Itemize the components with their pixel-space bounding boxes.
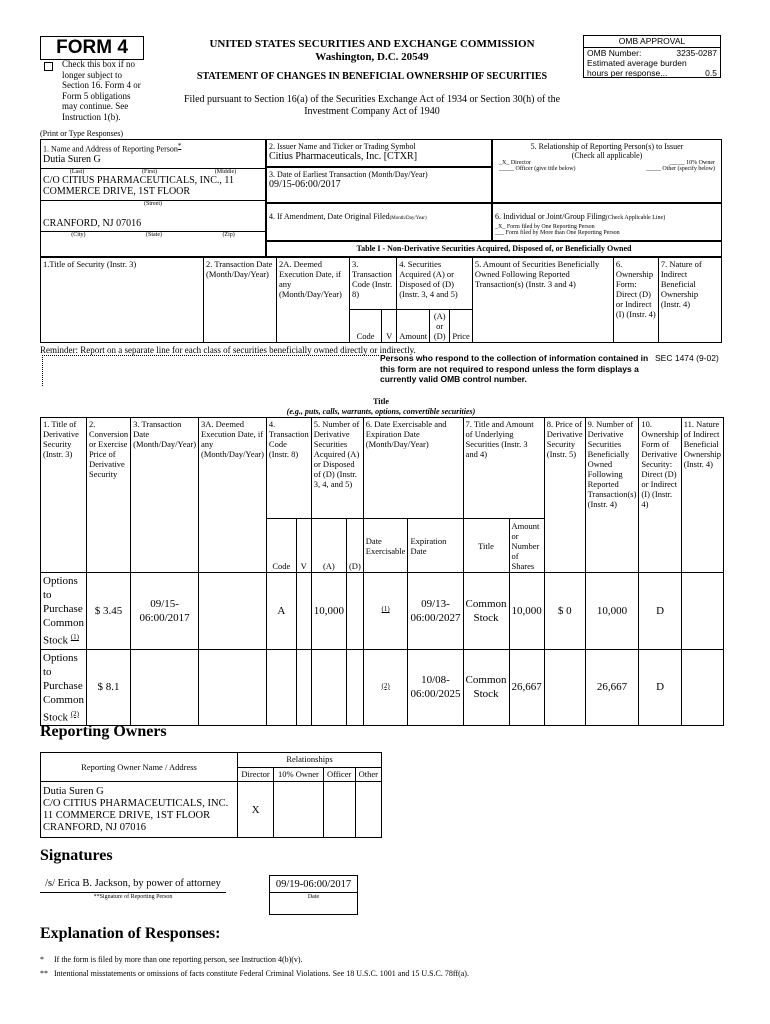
t2-d: (D): [346, 519, 363, 573]
t2-exp: Expiration Date: [408, 519, 463, 573]
box-relationship: [492, 139, 722, 203]
t2-title: Title: [463, 519, 509, 573]
omb-number: 3235-0287: [676, 48, 717, 58]
omb-approval-box: [583, 35, 721, 78]
reminder: Reminder: Report on a separate line for each class of securities beneficially owned directly or indirectly.: [40, 345, 416, 355]
row1-form: D: [639, 573, 681, 650]
issuer-name: Citius Pharmaceuticals, Inc. [CTXR]: [269, 151, 418, 162]
box3-label: 3. Date of Earliest Transaction (Month/Day/Year): [269, 170, 428, 179]
relationships-header: Relationships: [238, 753, 382, 768]
row2-security-fn[interactable]: (2): [70, 709, 79, 718]
ten-pct-option: _____ 10% Owner: [669, 160, 715, 166]
address-line1: C/O CITIUS PHARMACEUTICALS, INC., 11: [43, 174, 235, 186]
row2-security: Options to Purchase Common Stock: [43, 651, 84, 724]
t2-amount: Amount or Number of Shares: [509, 519, 544, 573]
t1-col2: 2. Transaction Date (Month/Day/Year): [204, 258, 277, 343]
reporting-owners-heading: Reporting Owners: [40, 723, 167, 740]
row1-shares: 10,000: [509, 573, 544, 650]
row1-expiration: 09/13-06:00/2027: [408, 573, 463, 650]
row1-exercisable-fn[interactable]: (1): [381, 605, 390, 613]
t2-h4: 4. Transaction Code (Instr. 8): [266, 418, 311, 519]
box1-label: 1. Name and Address of Reporting Person: [43, 144, 178, 154]
table2-subtitle: (e.g., puts, calls, warrants, options, convertible securities): [286, 407, 476, 416]
box6-sub: (Check Applicable Line): [605, 215, 666, 221]
city-line: CRANFORD, NJ 07016: [43, 217, 142, 229]
t2-h6: 6. Date Exercisable and Expiration Date (Month/Day/Year): [363, 418, 463, 519]
signatures-heading: Signatures: [40, 847, 113, 864]
officer-header: Officer: [323, 768, 355, 782]
filing-option-1: _X_ Form filed by One Reporting Person: [495, 224, 595, 230]
row1-deriv-price: $ 0: [544, 573, 585, 650]
row1-title: Common Stock: [463, 573, 509, 650]
t1-col5: 5. Amount of Securities Beneficially Owned Following Reported Transaction(s) (Instr. 3 and 4): [472, 258, 613, 343]
table-non-derivative: [40, 257, 722, 343]
t1-code: Code: [350, 310, 382, 343]
box5-sub: (Check all applicable): [571, 151, 643, 160]
signature-date: 09/19-06:00/2017: [270, 876, 358, 893]
row1-code: A: [266, 573, 296, 650]
box2-label: 2. Issuer Name and Ticker or Trading Symbol: [269, 142, 416, 151]
signature-label: **Signature of Reporting Person: [93, 894, 173, 900]
form-title: FORM 4: [56, 37, 128, 58]
box-earliest-date: [266, 167, 492, 203]
owner-name-header: Reporting Owner Name / Address: [41, 753, 238, 782]
table-row: [41, 782, 382, 838]
t1-v: V: [382, 310, 397, 343]
t1-aord: (A) or (D): [430, 310, 450, 343]
table-row: [41, 649, 724, 726]
t2-h7: 7. Title and Amount of Underlying Securities (Instr. 3 and 4): [463, 418, 544, 519]
t2-h10: 10. Ownership Form of Derivative Security: Direct (D) or Indirect (I) (Instr. 4): [639, 418, 681, 573]
row2-price: $ 8.1: [86, 649, 130, 726]
owner-line4: CRANFORD, NJ 07016: [43, 821, 146, 833]
note-1-text: If the form is filed by more than one reporting person, see Instruction 4(b)(v).: [54, 955, 303, 964]
reporting-person-name: Dutia Suren G: [43, 153, 101, 165]
t2-h11: 11. Nature of Indirect Beneficial Ownership (Instr. 4): [681, 418, 723, 573]
box-amendment: [266, 203, 492, 241]
note-2: [40, 969, 722, 978]
t1-amount: Amount: [397, 310, 430, 343]
filed-pursuant-1: Filed pursuant to Section 16(a) of the Securities Exchange Act of 1934 or Section 30(h) of the: [183, 94, 561, 105]
sec-number: SEC 1474 (9-02): [655, 353, 719, 363]
owner-line2: C/O CITIUS PHARMACEUTICALS, INC.: [43, 797, 229, 809]
row2-d: [346, 649, 363, 726]
table1-title: Table I - Non-Derivative Securities Acquired, Disposed of, or Beneficially Owned: [266, 241, 722, 257]
date-label: Date: [270, 893, 358, 915]
city-caption: (City): [71, 231, 86, 238]
state-caption: (State): [146, 231, 162, 238]
t1-col6: 6. Ownership Form: Direct (D) or Indirect (I) (Instr. 4): [613, 258, 658, 343]
row1-security-fn[interactable]: (1): [70, 633, 79, 641]
row2-form: D: [639, 649, 681, 726]
box4-label: 4. If Amendment, Date Original Filed: [269, 212, 390, 221]
box-filing: [492, 203, 722, 241]
director-option: _X_ Director: [499, 160, 531, 166]
t1-col2a: 2A. Deemed Execution Date, if any (Month/Day/Year): [277, 258, 350, 343]
no-longer-subject-checkbox[interactable]: [44, 62, 53, 71]
box-issuer: [266, 139, 492, 167]
other-header: Other: [355, 768, 381, 782]
row1-nature: [681, 573, 723, 650]
omb-title: OMB APPROVAL: [584, 36, 720, 48]
t2-h3a: 3A. Deemed Execution Date, if any (Month/Day/Year): [199, 418, 267, 573]
row2-a: [311, 649, 346, 726]
earliest-date: 09/15-06:00/2017: [269, 179, 341, 190]
row2-code: [266, 649, 296, 726]
row2-exercisable-fn[interactable]: (2): [381, 681, 390, 690]
signature-table: [40, 875, 358, 915]
omb-number-label: OMB Number:: [587, 48, 642, 58]
t2-v: V: [296, 519, 311, 573]
notice-bracket: [42, 355, 379, 386]
omb-notice: Persons who respond to the collection of information contained in this form are not required to respond unless the form displays a currently valid OMB control number.: [380, 353, 649, 384]
officer-option: _____ Officer (give title below): [499, 166, 576, 172]
box1-asterisk: *: [177, 142, 182, 150]
t2-h1: 1. Title of Derivative Security (Instr. 3): [41, 418, 87, 573]
zip-caption: (Zip): [222, 231, 235, 238]
table-derivative: [40, 417, 724, 726]
box5-label: 5. Relationship of Reporting Person(s) to Issuer: [530, 142, 684, 151]
box-reporting-person: [40, 139, 266, 257]
row2-nature: [681, 649, 723, 726]
row1-v: [296, 573, 311, 650]
table-row: [41, 573, 724, 650]
filing-option-2: ___ Form filed by More than One Reporting Person: [495, 230, 620, 236]
t2-code: Code: [266, 519, 296, 573]
form-title-box: [40, 36, 144, 60]
row2-deemed: [199, 649, 267, 726]
director-header: Director: [238, 768, 274, 782]
t1-col7: 7. Nature of Indirect Beneficial Ownership (Instr. 4): [658, 258, 721, 343]
t2-h8: 8. Price of Derivative Security (Instr. 5): [544, 418, 585, 573]
middle-caption: (Middle): [214, 168, 237, 175]
row2-deriv-price: [544, 649, 585, 726]
omb-hours: 0.5: [705, 68, 717, 78]
omb-hours-label: hours per response...: [587, 68, 668, 78]
note-2-mark: **: [40, 969, 48, 978]
row2-date: [131, 649, 199, 726]
signature-value: /s/ Erica B. Jackson, by power of attorney: [40, 876, 226, 893]
street-caption: (Street): [41, 200, 265, 207]
row1-date: 09/15-06:00/2017: [131, 573, 199, 650]
t1-col3: 3. Transaction Code (Instr. 8): [350, 258, 397, 310]
note-1-mark: *: [40, 955, 44, 964]
check-box-text: Check this box if no longer subject to Section 16. Form 4 or Form 5 obligations may continue. See Instruction 1(b).: [62, 59, 141, 122]
t1-price: Price: [450, 310, 472, 343]
director-mark: X: [238, 782, 274, 838]
t2-h2: 2. Conversion or Exercise Price of Derivative Security: [86, 418, 130, 573]
statement-title: STATEMENT OF CHANGES IN BENEFICIAL OWNERSHIP OF SECURITIES: [196, 71, 548, 82]
row1-a: 10,000: [311, 573, 346, 650]
omb-burden: Estimated average burden: [587, 58, 687, 68]
t1-col1: 1.Title of Security (Instr. 3): [41, 258, 204, 343]
t2-a: (A): [311, 519, 346, 573]
first-caption: (First): [142, 168, 157, 175]
row2-title: Common Stock: [463, 649, 509, 726]
t2-h9: 9. Number of Derivative Securities Beneficially Owned Following Reported Transaction(s) (Instr. 4): [585, 418, 639, 573]
row2-owned: 26,667: [585, 649, 639, 726]
reporting-owners-table: [40, 752, 382, 838]
agency-name: UNITED STATES SECURITIES AND EXCHANGE COMMISSION: [209, 38, 535, 50]
row2-shares: 26,667: [509, 649, 544, 726]
filed-pursuant-2: Investment Company Act of 1940: [304, 106, 440, 117]
row2-expiration: 10/08-06:00/2025: [408, 649, 463, 726]
last-caption: (Last): [69, 168, 85, 175]
owner-line1: Dutia Suren G: [43, 785, 104, 797]
explanation-heading: Explanation of Responses:: [40, 925, 221, 942]
row1-d: [346, 573, 363, 650]
t1-col4: 4. Securities Acquired (A) or Disposed of (D) (Instr. 3, 4 and 5): [397, 258, 473, 310]
row1-owned: 10,000: [585, 573, 639, 650]
box4-sub: (Month/Day/Year): [389, 216, 427, 221]
t2-h3: 3. Transaction Date (Month/Day/Year): [131, 418, 199, 573]
note-1: [40, 955, 722, 964]
print-type: (Print or Type Responses): [40, 129, 124, 138]
t2-h5: 5. Number of Derivative Securities Acquired (A) or Disposed of (D) (Instr. 3, 4, and 5): [311, 418, 363, 519]
box6-label: 6. Individual or Joint/Group Filing: [495, 212, 606, 221]
ten-pct-header: 10% Owner: [274, 768, 324, 782]
agency-city: Washington, D.C. 20549: [315, 51, 429, 63]
table2-title: Title: [373, 397, 389, 406]
row1-security: Options to Purchase Common Stock: [43, 575, 84, 647]
row1-deemed: [199, 573, 267, 650]
row2-v: [296, 649, 311, 726]
owner-line3: 11 COMMERCE DRIVE, 1ST FLOOR: [43, 809, 211, 821]
address-line2: COMMERCE DRIVE, 1ST FLOOR: [43, 185, 191, 197]
t2-date-ex: Date Exercisable: [363, 519, 408, 573]
note-2-text: Intentional misstatements or omissions of facts constitute Federal Criminal Violations. See 18 U.S.C. 1001 and 15 U.S.C. 78ff(a).: [54, 969, 469, 978]
other-option: _____ Other (specify below): [645, 166, 715, 172]
row1-price: $ 3.45: [86, 573, 130, 650]
